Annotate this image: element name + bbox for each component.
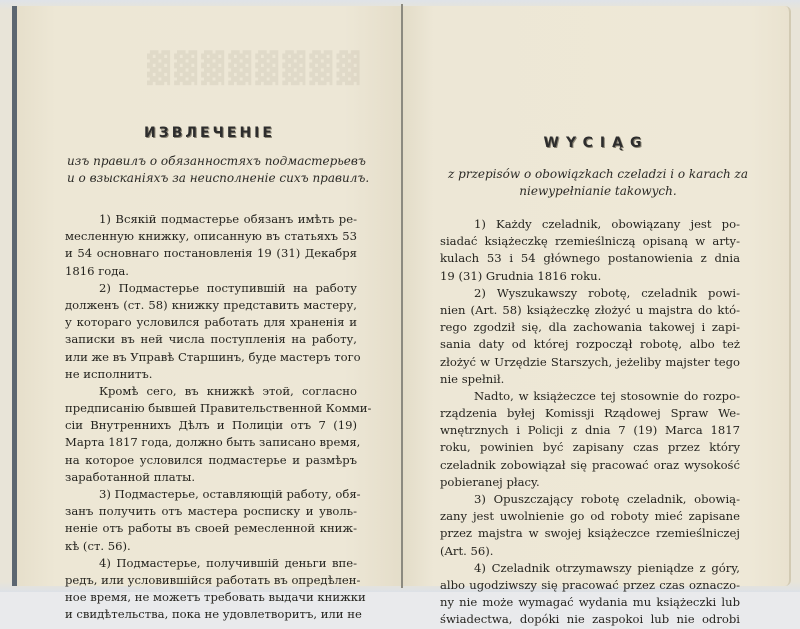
text-line: записки въ ней числа поступленія на работу, [65,332,357,347]
text-line: долженъ (ст. 58) книжку представить мастеру, [65,297,357,312]
text-line: ny nie może wymagać wydania mu książeczki lub [440,595,740,610]
text-line: не исполнитъ. [65,366,153,381]
text-line: предписанію бывшей Правительственной Комми- [65,401,372,416]
text-line: 1) Всякій подмастерье обязанъ имѣть ре- [99,212,357,226]
text-line: (Art. 56). [440,543,494,558]
text-line: 2) Wyszukawszy robotę, czeladnik powi- [474,285,740,300]
text-line: на которое условился подмастерье и размѣръ [65,452,357,467]
text-line: pobieranej płacy. [440,474,540,489]
text-line: przez majstra w swojej książeczce rzemieślniczej [440,526,740,541]
text-line: siadać książeczkę rzemieślniczą opisaną w arty- [440,234,740,249]
subtitle-line: и о взысканіяхъ за неисполненіе сихъ правилъ. [67,171,370,185]
text-line: или же въ Управѣ Старшинъ, буде мастеръ того [65,349,361,364]
text-line: rządzenia byłej Komissji Rządowej Spraw We- [440,406,740,421]
text-line: редъ, или условившійся работать въ опредѣлен- [65,572,361,587]
text-line: złożyć w Urzędzie Starszych, jeżeliby majster tego [440,354,740,369]
text-line: świadectwa, dopóki nie zaspokoi lub nie odrobi [440,612,740,627]
text-line: wnętrznych i Policji z dnia 7 (19) Marca 1817 [440,423,740,438]
text-line: zany jest uwolnienie go od roboty mieć zapisane [440,509,740,524]
page-subtitle [67,153,370,187]
subtitle-line: z przepisów o obowiązkach czeladzi i o karach za [448,167,748,181]
text-line: albo ugodziwszy się pracować przez czas oznaczo- [440,577,740,592]
text-line: неніе отъ работы въ своей ремесленной книж- [65,521,357,536]
text-line: месленную книжку, описанную въ статьяхъ 53 [65,229,357,244]
bleed-through-text: ▓▓▓▓▓▓▓▓ [147,51,364,86]
text-line: rego zgodził się, dla zachowania takowej i zapi- [440,320,740,335]
text-line: Nadto, w książeczce tej stosownie do rozpo- [474,388,740,403]
text-line: roku, powinien być zapisany czas przez który [440,440,740,455]
text-line: 1816 года. [65,263,129,278]
text-line: sania daty od której rozpoczął robotę, albo też [440,337,740,352]
subtitle-line: изъ правилъ о обязанностяхъ подмастерьевъ [67,154,366,168]
text-line: 2) Подмастерье поступившій на работу [99,280,357,295]
text-line: nie spełnił. [440,371,505,386]
text-line: 4) Czeladnik otrzymawszy pieniądze z góry, [474,560,740,575]
text-line: у котораго условился работать для храненія и [65,315,357,330]
body-text [440,216,740,629]
text-line: кѣ (ст. 56). [65,538,131,553]
page-subtitle [438,166,758,200]
text-line: 3) Opuszczający robotę czeladnik, obowią- [474,492,740,506]
text-line: 4) Подмастерье, получившій деньги впе- [99,555,357,570]
text-line: ное время, не можетъ требовать выдачи книжки [65,590,366,605]
text-line: занъ получить отъ мастера росписку и уволь- [65,504,357,519]
right-page [403,6,791,627]
text-line: nien (Art. 58) książeczkę złożyć u majstra do któ- [440,302,740,317]
text-line: Кромѣ сего, въ книжкѣ этой, согласно [99,383,357,398]
subtitle-line: niewypełnianie takowych. [519,184,677,198]
text-line: и свидѣтельства, пока не удовлетворитъ, или не [65,607,362,622]
text-line: и 54 основнаго постановленія 19 (31) Декабря [65,246,357,261]
page-title: WYCIĄG [543,135,649,151]
text-line: Марта 1817 года, должно быть записано время, [65,435,361,450]
left-page [12,6,402,622]
text-line: 1) Każdy czeladnik, obowiązany jest po- [474,217,740,231]
text-line: 19 (31) Grudnia 1816 roku. [440,268,602,283]
page-title: ИЗВЛЕЧЕНІЕ [144,125,275,141]
body-text [65,211,372,624]
text-line: kulach 53 i 54 głównego postanowienia z dnia [440,251,740,266]
text-line: 3) Подмастерье, оставляющій работу, обя- [99,487,361,501]
text-line: сіи Внутреннихъ Дѣлъ и Полиціи отъ 7 (19) [65,418,357,433]
text-line: czeladnik zobowiązał się pracować oraz wysokość [440,457,740,472]
text-line: заработанной платы. [65,469,196,484]
